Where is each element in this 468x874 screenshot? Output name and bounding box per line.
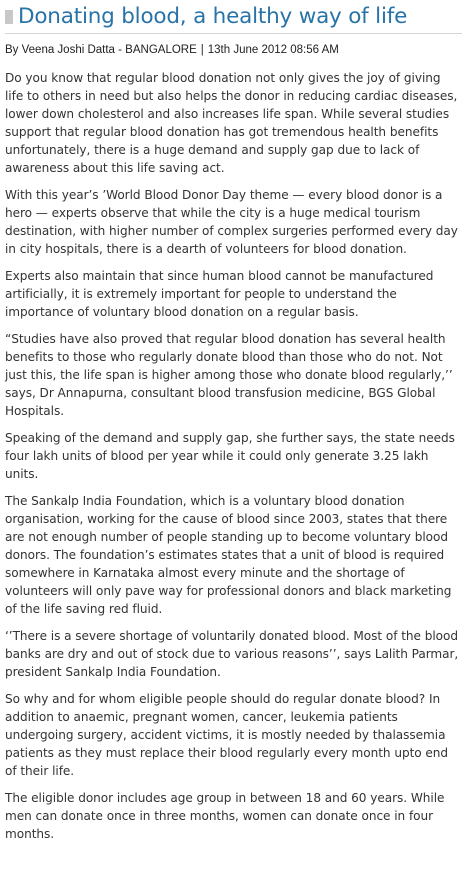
article-paragraph: The Sankalp India Foundation, which is a voluntary blood donation organisation, working for the cause of blood since 2003, states that there are not enough number of people standing up to become voluntary blood donors. The foundation’s estimates states that a unit of blood is required somewhere in Karnataka almost every minute and the shortage of volunteers will only pave way for professional donors and black marketing of the life saving red fluid. xyxy=(5,494,452,616)
byline-date: 13th June 2012 08:56 AM xyxy=(207,44,339,56)
article-body xyxy=(5,69,462,843)
article-paragraph: So why and for whom eligible people should do regular donate blood? In addition to anaemic, pregnant women, cancer, leukemia patients undergoing surgery, accident victims, it is mostly needed by thalassemia patients as they must replace their blood regularly every month upto end of their life. xyxy=(5,692,449,778)
title-row xyxy=(5,4,462,34)
article-paragraph: ‘’There is a severe shortage of voluntarily donated blood. Most of the blood banks are dry and out of stock due to various reasons’’, says Lalith Parmar, president Sankalp India Foundation. xyxy=(5,629,459,679)
article-paragraph: The eligible donor includes age group in between 18 and 60 years. While men can donate once in three months, women can donate once in four months. xyxy=(5,791,445,841)
article-paragraph: “Studies have also proved that regular blood donation has several health benefits to those who regularly donate blood than those who do not. Not just this, the life span is higher among those who donate blood regularly,’’ says, Dr Annapurna, consultant blood transfusion medicine, BGS Global Hospitals. xyxy=(5,332,453,418)
byline-separator: | xyxy=(200,44,204,56)
article-paragraph: Speaking of the demand and supply gap, she further says, the state needs four lakh units of blood per year while it could only generate 3.25 lakh units. xyxy=(5,431,455,481)
article-paragraph: Do you know that regular blood donation not only gives the joy of giving life to others in need but also helps the donor in reducing cardiac diseases, lower down cholesterol and also increases life span. While several studies support that regular blood donation has got tremendous health benefits unfortunately, there is a huge demand and supply gap due to lack of awareness about this life saving act. xyxy=(5,71,458,175)
byline-author: By Veena Joshi Datta - BANGALORE xyxy=(5,44,197,56)
title-bullet-icon xyxy=(5,10,13,24)
byline xyxy=(5,43,462,57)
article-paragraph: Experts also maintain that since human blood cannot be manufactured artificially, it is extremely important for people to understand the importance of voluntary blood donation on a regular basis. xyxy=(5,269,434,319)
article-paragraph: With this year’s ’World Blood Donor Day theme — every blood donor is a hero — experts observe that while the city is a huge medical tourism destination, with higher number of complex surgeries performed every day in city hospitals, there is a dearth of volunteers for blood donation. xyxy=(5,188,458,256)
article-title: Donating blood, a healthy way of life xyxy=(18,4,408,29)
